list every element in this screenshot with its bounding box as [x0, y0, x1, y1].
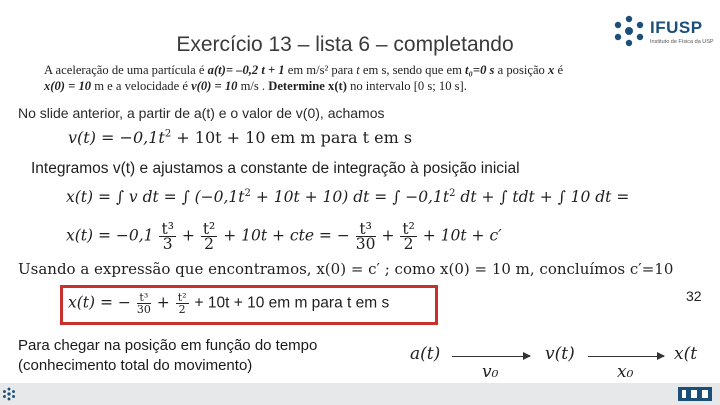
problem-statement	[44, 62, 684, 94]
stmt-t0: t₀=0 s	[465, 63, 495, 77]
slide-title: Exercício 13 – lista 6 – completando	[176, 33, 514, 56]
page-number: 32	[686, 288, 702, 304]
logo-name: IFUSP	[650, 18, 703, 37]
final-equation	[68, 292, 389, 315]
paragraph-conclusion: Para chegar na posição em função do tempo (conhecimento total do movimento)	[18, 337, 318, 374]
frac-den: 2	[403, 235, 414, 253]
fraction	[159, 222, 175, 251]
frac-num: t²	[177, 291, 187, 304]
stmt-text: A aceleração de uma partícula é	[44, 63, 205, 77]
flow-x: x(t	[674, 344, 698, 364]
ifusp-logo	[612, 12, 712, 52]
frac-num: t³	[356, 222, 376, 237]
integral-equation	[66, 188, 629, 206]
frac-den: 30	[355, 235, 376, 253]
eq-int-exp2: 2	[449, 188, 456, 199]
flow-a: a(t)	[410, 344, 441, 364]
eq-int-exp: 2	[244, 188, 251, 199]
fraction	[400, 222, 416, 251]
frac-num: t²	[202, 220, 216, 238]
eq-final-lhs: x(t) = −	[68, 293, 131, 312]
eq-v-exp: 2	[164, 128, 172, 140]
frac-num: t³	[137, 292, 151, 304]
stmt-var-x: x	[548, 63, 555, 77]
stmt-text: em m/s² para	[287, 63, 354, 77]
flow-x0: x₀	[617, 362, 634, 382]
eq-tail: + 10t + c′	[422, 226, 502, 245]
eq-int-mid: + 10t + 10) dt = ∫ −0,1t	[255, 188, 450, 207]
eq-op: +	[381, 226, 395, 245]
stmt-acceleration: a(t)= –0,2 t + 1	[207, 63, 285, 77]
frac-den: 2	[178, 303, 186, 316]
stmt-x0: x(0) = 10	[44, 79, 92, 93]
stmt-text: m e a velocidade é	[94, 79, 188, 93]
stmt-task: Determine x(t)	[268, 79, 347, 93]
eq-v-rest: + 10t + 10 em m para t em s	[176, 128, 413, 147]
frac-num: t²	[402, 220, 415, 238]
eq-int-lhs: x(t) = ∫ v dt = ∫ (−0,1t	[66, 188, 245, 207]
stmt-var-t: t	[356, 63, 360, 77]
stmt-v0: v(0) = 10	[191, 79, 238, 93]
stmt-text: é	[557, 63, 564, 77]
logo-subtitle: Instituto de Física da USP	[650, 39, 714, 45]
fraction	[137, 292, 151, 315]
position-derivation	[66, 222, 502, 251]
frac-den: 30	[136, 303, 151, 316]
eq-x-lhs: x(t) = −0,1	[66, 226, 154, 245]
arrow-a-to-v	[452, 356, 530, 357]
stmt-text: em s, sendo que em	[362, 63, 462, 77]
frac-den: 3	[162, 235, 173, 253]
eq-mid: + 10t + cte = −	[223, 226, 350, 245]
stmt-text: a posição	[497, 63, 545, 77]
eq-int-mid2: dt + ∫ tdt + ∫ 10 dt =	[460, 188, 630, 207]
ifusp-logo-icon	[612, 14, 646, 48]
fraction	[176, 292, 189, 315]
initial-condition-line: Usando a expressão que encontramos, x(0) = c′ ; como x(0) = 10 m, concluímos c′=10	[18, 260, 674, 278]
fraction	[201, 222, 217, 251]
usp-logo-icon	[678, 387, 712, 401]
flow-v0: v₀	[482, 362, 499, 382]
stmt-text: m/s .	[240, 79, 266, 93]
eq-op: +	[181, 226, 195, 245]
arrow-v-to-x	[588, 356, 664, 357]
stmt-text: no intervalo [0 s; 10 s].	[350, 79, 467, 93]
footer-logo-icon	[2, 387, 16, 401]
velocity-equation	[68, 128, 412, 147]
fraction	[356, 222, 376, 251]
paragraph-previous-slide: No slide anterior, a partir de a(t) e o valor de v(0), achamos	[18, 105, 385, 121]
paragraph-integration: Integramos v(t) e ajustamos a constante de integração à posição inicial	[31, 160, 520, 177]
footer-bar	[0, 383, 720, 405]
eq-v-lhs: v(t) = −0,1t	[68, 128, 165, 147]
eq-final-rest: + 10t + 10 em m para t em s	[194, 294, 390, 312]
frac-num: t³	[161, 220, 174, 238]
eq-op: +	[156, 293, 170, 312]
frac-den: 2	[204, 235, 214, 253]
flow-v: v(t)	[545, 344, 575, 364]
